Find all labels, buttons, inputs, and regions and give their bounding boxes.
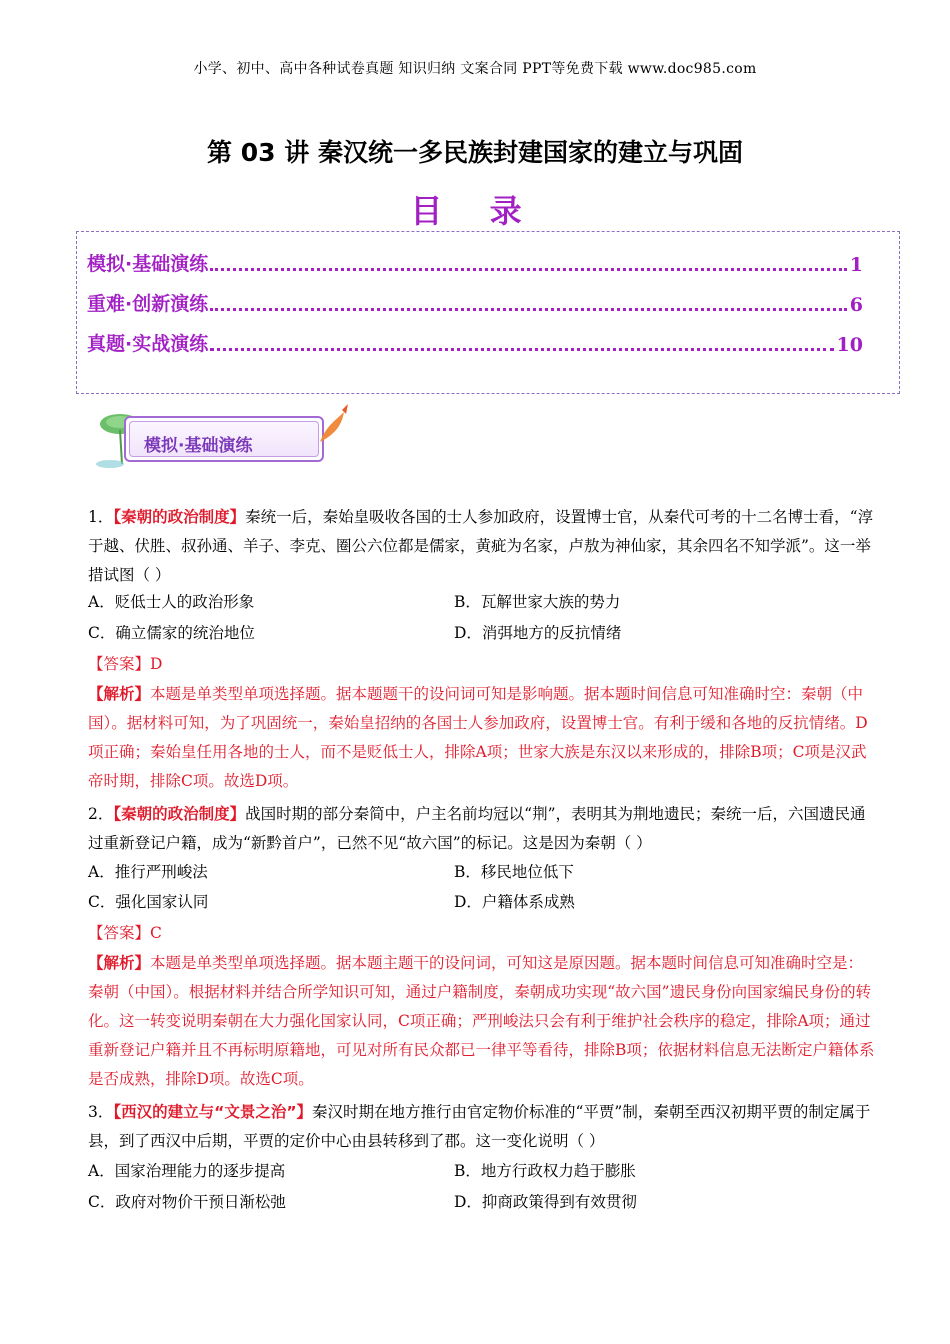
option-a[interactable]: A．贬低士人的政治形象 (88, 593, 255, 611)
option-d[interactable]: D．消弭地方的反抗情绪 (454, 624, 622, 642)
options-row (88, 590, 878, 620)
question-tag: 【西汉的建立与“文景之治”】 (113, 1103, 312, 1121)
toc-leader (210, 268, 847, 271)
question-stem: 战国时期的部分秦简中，户主名前均冠以“荆”，表明其为荆地遗民；秦统一后，六国遗民通过重新登记户籍，成为“新黔首户”，已然不见“故六国”的标记。这是因为秦朝（ ） (88, 805, 866, 852)
toc-leader (210, 308, 847, 311)
answer: 【答案】C (88, 924, 162, 942)
toc-item-label: 模拟·基础演练 (87, 253, 209, 275)
options-row (88, 1190, 878, 1220)
option-a[interactable]: A．推行严刑峻法 (88, 863, 208, 881)
section-banner-label: 模拟·基础演练 (144, 436, 253, 456)
analysis-tag: 【解析】 (88, 685, 151, 703)
option-c[interactable]: C．确立儒家的统治地位 (88, 624, 255, 642)
question-tag: 【秦朝的政治制度】 (113, 508, 246, 526)
toc-item[interactable] (87, 328, 863, 356)
option-b[interactable]: B．地方行政权力趋于膨胀 (454, 1162, 636, 1180)
answer: 【答案】D (88, 655, 163, 673)
analysis-tag: 【解析】 (88, 954, 151, 972)
analysis (88, 949, 878, 1094)
option-b[interactable]: B．移民地位低下 (454, 863, 574, 881)
option-c[interactable]: C．强化国家认同 (88, 893, 209, 911)
fish-icon (312, 402, 352, 452)
analysis-text: 本题是单类型单项选择题。据本题主题干的设问词，可知这是原因题。据本题时间信息可知准确时空是：秦朝（中国）。根据材料并结合所学知识可知，通过户籍制度，秦朝成功实现“故六国”遗民身份向国家编民身份的转化。这一转变说明秦朝在大力强化国家认同，C项正确；严刑峻法只会有利于维护社会秩序的稳定，排除A项；通过重新登记户籍并且不再标明原籍地，可见对所有民众都已一律平等看待，排除B项；依据材料信息无法断定户籍体系是否成熟，排除D项。故选C项。 (88, 954, 875, 1088)
question-stem: 秦汉时期在地方推行由官定物价标准的“平贾”制，秦朝至西汉初期平贾的制定属于县，到了西汉中后期，平贾的定价中心由县转移到了郡。这一变化说明（ ） (88, 1103, 871, 1150)
question-stem: 秦统一后，秦始皇吸收各国的士人参加政府，设置博士官，从秦代可考的十二名博士看，“淳于越、伏胜、叔孙通、羊子、李克、圈公六位都是儒家，黄疵为名家，卢敖为神仙家，其余四名不知学派”。这一举措试图（ ） (88, 508, 874, 584)
page-title: 第 03 讲 秦汉统一多民族封建国家的建立与巩固 (207, 138, 743, 167)
question-tag: 【秦朝的政治制度】 (113, 805, 246, 823)
analysis-text: 本题是单类型单项选择题。据本题题干的设问词可知是影响题。据本题时间信息可知准确时空：秦朝（中国）。据材料可知，为了巩固统一，秦始皇招纳的各国士人参加政府，设置博士官。有利于缓和各地的反抗情绪。D项正确；秦始皇任用各地的士人，而不是贬低士人，排除A项；世家大族是东汉以来形成的，排除B项；C项是汉武帝时期，排除C项。故选D项。 (88, 685, 868, 790)
toc-item-page: 10 (836, 334, 863, 356)
analysis (88, 680, 878, 796)
question-number: 3． (88, 1103, 114, 1121)
question-number: 2． (88, 805, 114, 823)
toc-item-label: 真题·实战演练 (87, 333, 209, 355)
option-c[interactable]: C．政府对物价干预日渐松弛 (88, 1193, 286, 1211)
toc-item[interactable] (87, 248, 863, 276)
options-row (88, 621, 878, 651)
toc-item[interactable] (87, 288, 863, 316)
question-1 (88, 503, 878, 590)
toc-heading: 目 录 (410, 192, 540, 230)
toc-leader (210, 348, 833, 351)
options-row (88, 860, 878, 890)
section-banner (92, 402, 352, 472)
option-b[interactable]: B．瓦解世家大族的势力 (454, 593, 621, 611)
options-row (88, 1159, 878, 1189)
option-a[interactable]: A．国家治理能力的逐步提高 (88, 1162, 286, 1180)
toc-item-page: 1 (849, 254, 863, 276)
options-row (88, 890, 878, 920)
toc-item-label: 重难·创新演练 (87, 293, 209, 315)
table-of-contents (76, 231, 900, 394)
question-3 (88, 1098, 878, 1156)
question-number: 1． (88, 508, 114, 526)
question-2 (88, 800, 878, 858)
page-header: 小学、初中、高中各种试卷真题 知识归纳 文案合同 PPT等免费下载 www.doc985.com (193, 61, 757, 77)
toc-item-page: 6 (849, 294, 863, 316)
option-d[interactable]: D．抑商政策得到有效贯彻 (454, 1193, 637, 1211)
option-d[interactable]: D．户籍体系成熟 (454, 893, 575, 911)
